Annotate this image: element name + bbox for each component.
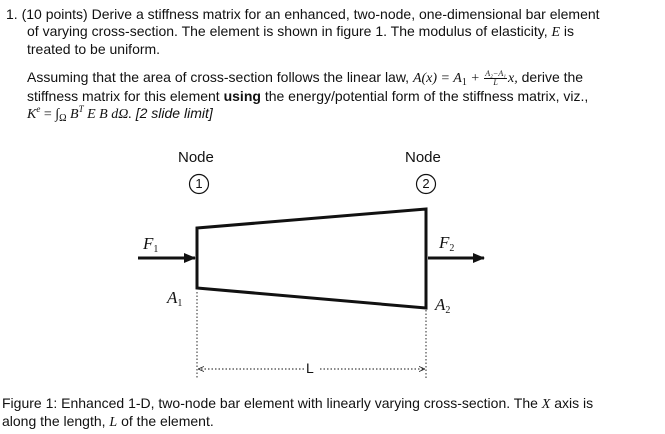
x-axis-variable: X bbox=[541, 397, 551, 412]
emphasis-using: using bbox=[223, 88, 261, 104]
slide-limit: [2 slide limit] bbox=[135, 105, 213, 121]
figure-caption bbox=[2, 395, 593, 431]
problem-points: (10 points) bbox=[21, 6, 88, 22]
problem-line-1-text: Derive a stiffness matrix for an enhanced, two-node, one-dimensional bar element bbox=[91, 6, 600, 22]
force-label-f2: F2 bbox=[439, 233, 455, 254]
area-label-a1: A1 bbox=[167, 288, 183, 309]
problem-line-2: of varying cross-section. The element is shown in figure 1. The modulus of elasticity, E is bbox=[27, 23, 575, 40]
area-fraction: $\frac{\text{A₂−A₁}}{L}$ bbox=[485, 68, 506, 87]
node-1-label: Node bbox=[178, 149, 214, 166]
node-1-number: 1 bbox=[195, 176, 203, 191]
modulus-variable: E bbox=[551, 25, 561, 40]
tapered-bar bbox=[197, 209, 426, 308]
caption-line-2: along the length, L of the element. bbox=[2, 413, 214, 430]
area-label-a2: A2 bbox=[435, 295, 451, 316]
length-label: L bbox=[306, 360, 314, 376]
node-2-number: 2 bbox=[422, 176, 430, 191]
assumption-line-1: Assuming that the area of cross-section follows the linear law, $A(x) = A_1$ + $\frac{\text{A₂−A₁}}{L}$ x, derive the bbox=[27, 68, 584, 88]
problem-line-3: treated to be uniform. bbox=[27, 41, 161, 57]
length-variable: L bbox=[109, 415, 118, 430]
caption-line-1: Figure 1: Enhanced 1-D, two-node bar element with linearly varying cross-section. The X axis is bbox=[2, 395, 594, 412]
stiffness-formula: $K^e = \int_\Omega$ $B^T$ E B dΩ. bbox=[27, 104, 132, 124]
assumption-line-2: stiffness matrix for this element using the energy/potential form of the stiffness matrix, viz., bbox=[27, 88, 589, 104]
problem-number: 1. bbox=[6, 6, 18, 22]
node-2-label: Node bbox=[405, 149, 441, 166]
area-law: $A(x) = A_1$ + bbox=[412, 71, 484, 88]
force-label-f1: F1 bbox=[143, 234, 159, 255]
